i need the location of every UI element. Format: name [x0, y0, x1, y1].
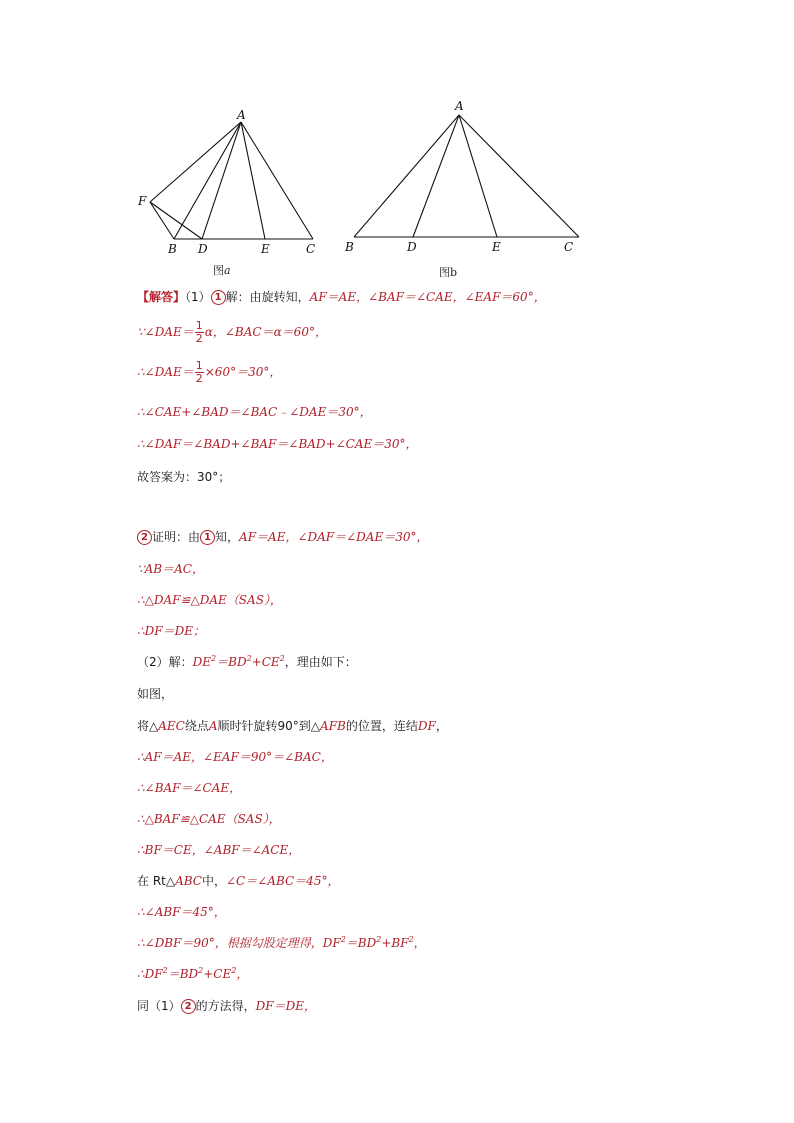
circled-1: 1	[211, 290, 226, 305]
segment-ac-b	[459, 115, 579, 237]
segment-fb	[150, 202, 174, 239]
fig-a-label-b: B	[168, 242, 177, 256]
line-3-math-a: ∴∠DAE＝	[137, 365, 194, 379]
line-2-math-a: ∵∠DAE＝	[137, 325, 194, 339]
part-2-claim	[193, 655, 285, 669]
line-22	[137, 997, 316, 1015]
fig-a-caption: 图a	[213, 264, 231, 277]
l21-ce: +CE	[203, 967, 232, 981]
figure-a	[150, 122, 313, 239]
fig-b-label-c: C	[564, 240, 574, 254]
sup-5: 2	[376, 935, 382, 944]
segment-ae	[241, 122, 265, 239]
l18-d: ∠C＝∠ABC＝45°，	[226, 874, 340, 888]
line-7	[137, 528, 429, 546]
line-13	[137, 717, 448, 735]
line-7-mid: 知，	[215, 530, 240, 544]
fig-a-label-c: C	[306, 242, 316, 256]
l22-b: 的方法得，	[195, 999, 256, 1013]
fig-b-caption: 图b	[439, 266, 458, 279]
figures	[120, 95, 600, 285]
line-7-lead: 证明：由	[152, 530, 201, 544]
sup-2: 2	[246, 654, 252, 663]
line-14: ∴AF＝AE，∠EAF＝90°＝∠BAC，	[137, 750, 333, 764]
line-11	[137, 653, 357, 671]
line-21	[137, 965, 248, 983]
line-1	[137, 288, 546, 306]
line-4: ∴∠CAE+∠BAD＝∠BAC﹣∠DAE＝30°，	[137, 405, 372, 419]
l18-c: 中，	[201, 874, 226, 888]
sup-1: 2	[211, 654, 217, 663]
l13-c: 绕点	[184, 719, 209, 733]
fig-a-label-e: E	[261, 242, 270, 256]
line-1-math: AF＝AE，∠BAF＝∠CAE，∠EAF＝60°，	[309, 290, 546, 304]
sup-4: 2	[340, 935, 346, 944]
l22-c: DF＝DE，	[255, 999, 316, 1013]
answer-tag: 【解答】	[137, 290, 186, 304]
l18-a: 在 Rt△	[137, 874, 176, 888]
sup-9: 2	[231, 966, 237, 975]
line-20	[137, 934, 426, 952]
line-15: ∴∠BAF＝∠CAE，	[137, 781, 242, 795]
l13-g: 的位置，连结	[345, 719, 418, 733]
line-6: 故答案为：30°；	[137, 470, 231, 484]
line-18	[137, 872, 339, 890]
sup-7: 2	[162, 966, 168, 975]
l21-tail: ，	[236, 967, 249, 981]
l13-b: AEC	[158, 719, 185, 733]
segment-ac	[241, 122, 313, 239]
l20-df: DF	[322, 936, 341, 950]
line-12: 如图，	[137, 687, 174, 701]
segment-ae-b	[459, 115, 497, 237]
l18-b: ABC	[175, 874, 202, 888]
sup-3: 2	[279, 654, 285, 663]
geometry-figures	[120, 95, 600, 285]
fig-b-label-e: E	[492, 240, 501, 254]
line-10: ∴DF＝DE；	[137, 624, 205, 638]
line-16: ∴△BAF≌△CAE（SAS），	[137, 812, 281, 826]
segment-ab-b	[354, 115, 459, 237]
line-2-math-b: α，∠BAC＝α＝60°，	[204, 325, 327, 339]
line-11-tail: ，理由如下：	[284, 655, 357, 669]
l20-bd: ＝BD	[345, 936, 377, 950]
line-8: ∵AB＝AC，	[137, 562, 204, 576]
l21-df: ∴DF	[137, 967, 163, 981]
sup-8: 2	[198, 966, 204, 975]
l13-h: DF	[417, 719, 436, 733]
line-2	[137, 320, 327, 345]
sup-6: 2	[408, 935, 414, 944]
part-1-label: （1）	[185, 290, 211, 304]
l13-i: ，	[435, 719, 448, 733]
l13-f: AFB	[320, 719, 346, 733]
claim-de: DE	[192, 655, 212, 669]
fraction-half	[195, 320, 204, 345]
circled-2: 2	[137, 530, 152, 545]
frac-den-2: 2	[195, 372, 203, 385]
frac-num: 1	[195, 319, 203, 332]
fig-a-label-d: D	[198, 242, 208, 256]
line-5: ∴∠DAF＝∠BAD+∠BAF＝∠BAD+∠CAE＝30°，	[137, 437, 418, 451]
l20-a: ∴∠DBF＝90°，根据勾股定理得，	[137, 936, 323, 950]
circled-2-ref: 2	[181, 999, 196, 1014]
l13-a: 将△	[137, 719, 159, 733]
l22-a: 同（1）	[137, 999, 181, 1013]
segment-fd	[150, 202, 202, 239]
claim-bd: ＝BD	[216, 655, 247, 669]
l20-bf: +BF	[381, 936, 409, 950]
line-19: ∴∠ABF＝45°，	[137, 905, 226, 919]
l20-tail: ，	[413, 936, 426, 950]
l13-d: A	[208, 719, 218, 733]
line-9: ∴△DAF≌△DAE（SAS），	[137, 593, 282, 607]
fraction-half-2	[195, 360, 204, 385]
frac-den: 2	[195, 332, 203, 345]
line-3-math-b: ×60°＝30°，	[204, 365, 282, 379]
line-1-lead: 解：由旋转知，	[225, 290, 310, 304]
line-17: ∴BF＝CE，∠ABF＝∠ACE，	[137, 843, 301, 857]
fig-b-label-d: D	[407, 240, 417, 254]
fig-a-label-a: A	[237, 108, 246, 122]
circled-1-ref: 1	[200, 530, 215, 545]
frac-num-2: 1	[195, 359, 203, 372]
line-7-math: AF＝AE，∠DAF＝∠DAE＝30°，	[239, 530, 429, 544]
segment-ad-b	[413, 115, 459, 237]
fig-b-label-b: B	[345, 240, 354, 254]
claim-ce: +CE	[251, 655, 280, 669]
fig-a-label-f: F	[138, 194, 147, 208]
l13-e: 顺时针旋转90°到△	[217, 719, 321, 733]
part-2-label: （2）解：	[137, 655, 193, 669]
l21-bd: ＝BD	[167, 967, 199, 981]
figure-b	[354, 115, 579, 237]
fig-b-label-a: A	[455, 99, 464, 113]
line-3	[137, 360, 281, 385]
